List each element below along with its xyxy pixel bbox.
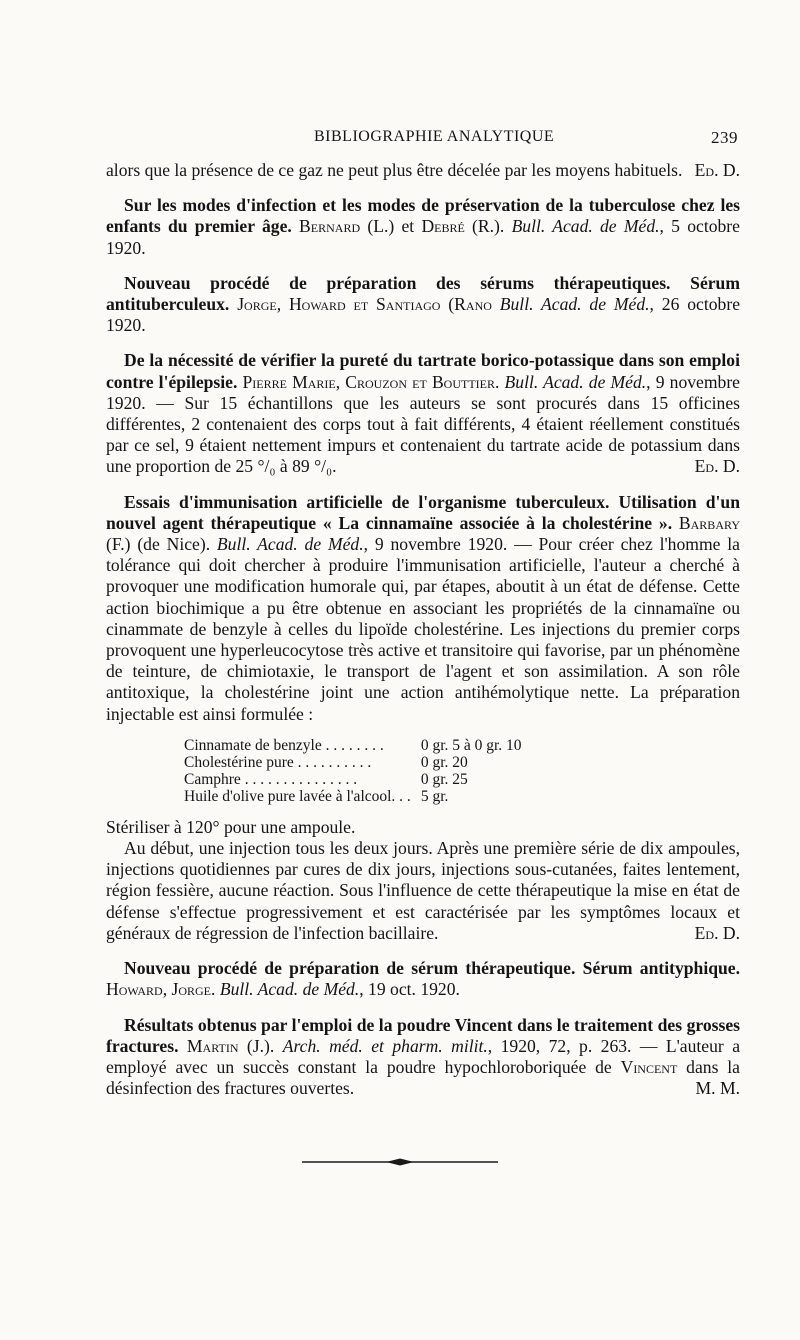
author-name: Martin <box>186 1035 239 1056</box>
entry-serum-antituberculeux <box>106 273 740 337</box>
entry-title: Nouveau procédé de préparation des sérums thérapeutiques. Sérum antituberculeux. <box>106 272 740 315</box>
page-number: 239 <box>711 128 738 147</box>
author-names: Howard, Jorge. <box>106 979 216 1000</box>
entry-immunisation-cinnamaine <box>106 492 740 944</box>
entry-infection-tuberculose <box>106 195 740 259</box>
publication-date: , 5 octobre 1920. <box>106 216 740 258</box>
author-initials: (L.) et <box>360 216 422 237</box>
publication-date: , 19 oct. 1920. <box>359 979 460 1000</box>
entry-tartrate-epilepsie: De la nécessité de vérifier la pureté du tartrate borico-potassique dans son emploi contre l'épilepsie. Pierre Marie, Crouzon et Bouttier. Bull. Acad. de Méd., 9 novembre 1920. — Sur 15 échantillons que les auteurs se sont procurés dans 15 officines différentes, 2 contenaient des corps tout à fait différents, 4 étaient réellement constitués par ce sel, 9 étaient nettement impurs et contenaient du tartrate acide de potassium dans une proportion de 25 °/₀ à 89 °/₀. Ed. D. <box>106 350 740 477</box>
signature: Ed. D. <box>694 922 740 943</box>
entry-poudre-vincent: Résultats obtenus par l'emploi de la poudre Vincent dans le traitement des grosses fractures. Martin (J.). Arch. méd. et pharm. milit., 1920, 72, p. 263. — L'auteur a employé avec un succès constant la poudre hypochloroboriquée de Vincent dans la désinfection des fractures ouvertes. M. M. <box>106 1014 740 1099</box>
entry-summary: , 1920, 72, p. 263. — L'auteur a employé avec un succès constant la poudre hypochloroboriquée de <box>106 1035 740 1077</box>
journal-name: Bull. Acad. de Méd. <box>511 216 660 237</box>
author-names: Jorge, Howard et Santiago (Rano <box>237 294 492 315</box>
journal-name: Arch. méd. et pharm. milit. <box>282 1035 488 1056</box>
header-title: BIBLIOGRAPHIE ANALYTIQUE <box>314 128 555 145</box>
entry-title: Nouveau procédé de préparation de sérum thérapeutique. Sérum antityphique. <box>124 958 740 979</box>
author-name: Debré <box>421 216 465 237</box>
author-initials: (R.). <box>464 216 512 237</box>
entry-summary: , 9 novembre 1920. — Sur 15 échantillons que les auteurs se sont procurés dans 15 officines différentes, 2 contenaient des corps tout à fait différents, 4 étaient réellement constitués par ce sel, 9 étaient nettement impurs et contenaient du tartrate acide de potassium dans une proportion de 25 °/₀ à 89 °/₀. <box>106 371 740 477</box>
paragraph-text: alors que la présence de ce gaz ne peut plus être décelée par les moyens habituels. <box>106 160 683 180</box>
ornamental-rule <box>302 1157 498 1167</box>
journal-name: Bull. Acad. de Méd. <box>219 979 360 1000</box>
author-names: Pierre Marie, Crouzon et Bouttier <box>242 371 495 392</box>
entry-intro: Essais d'immunisation artificielle de l'organisme tuberculeux. Utilisation d'un nouvel agent thérapeutique « La cinnamaïne associée à la cholestérine ». Barbary (F.) (de Nice). Bull. Acad. de Méd., 9 novembre 1920. — Pour créer chez l'homme la tolérance qui doit chercher à produire l'immunisation artificielle, l'auteur a cherché à provoquer une modification humorale qui, par étapes, aboutit à un état de défense. Cette action biochimique a pu être obtenue en associant les propriétés de la cinnamaïne ou cinammate de benzyle à celles du lipoïde cholestérine. Les injections du premier corps provoquent une hyperleucocytose très active et transitoire qui favorise, par un phénomène de teinture, de chimiotaxie, le transport de l'agent et son assimilation. A son rôle antitoxique, la cholestérine joint une action antihémolytique nette. La préparation injectable est ainsi formulée : <box>106 491 740 724</box>
formula-row <box>184 754 522 771</box>
ingredient-amount: 0 gr. 5 à 0 gr. 10 <box>420 736 522 754</box>
journal-name: Bull. Acad. de Méd. <box>499 294 650 315</box>
journal-name: Bull. Acad. de Méd. <box>504 371 647 392</box>
entry-title: De la nécessité de vérifier la pureté du tartrate borico-potassique dans son emploi contre l'épilepsie. <box>106 350 740 392</box>
formula-row <box>184 737 522 754</box>
ingredient-amount: 0 gr. 20 <box>420 753 468 771</box>
paragraph-continuation <box>106 160 740 181</box>
ingredient-amount: 0 gr. 25 <box>420 770 468 788</box>
ingredient-name: Cholestérine pure . . . . . . . . . . <box>184 753 372 771</box>
ingredient-name: Camphre . . . . . . . . . . . . . . . <box>184 770 358 788</box>
author-name: Bernard <box>299 216 361 237</box>
entry-title: Résultats obtenus par l'emploi de la poudre Vincent dans le traitement des grosses fractures. <box>106 1014 740 1056</box>
formula-row <box>184 771 522 788</box>
entry-title: Essais d'immunisation artificielle de l'organisme tuberculeux. Utilisation d'un nouvel agent thérapeutique « La cinnamaïne associée à la cholestérine ». <box>106 491 740 533</box>
entry-continuation <box>106 838 740 944</box>
ingredient-name: Cinnamate de benzyle . . . . . . . . <box>184 736 384 754</box>
running-header <box>106 128 740 148</box>
page-body <box>106 160 740 1099</box>
journal-name: Bull. Acad. de Méd. <box>216 534 364 555</box>
signature: M. M. <box>695 1078 740 1099</box>
sterilize-line: Stériliser à 120° pour une ampoule. <box>106 816 356 837</box>
entry-summary: dans la désinfection des fractures ouvertes. <box>106 1056 740 1099</box>
entry-serum-antityphique <box>106 958 740 1000</box>
formula-table <box>184 737 522 805</box>
paragraph-text: Au début, une injection tous les deux jours. Après une première série de dix ampoules, injections quotidiennes par cures de dix jours, injections sous-cutanées, faites lentement, région fessière, aucune réaction. Sous l'influence de cette thérapeutique la mise en état de défense s'effectue progressivement et est caractérisée par les symptômes locaux et généraux de régression de l'infection bacillaire. <box>106 838 740 943</box>
entry-summary: , 9 novembre 1920. — Pour créer chez l'homme la tolérance qui doit chercher à produire l'immunisation artificielle, l'auteur a cherché à provoquer une modification humorale qui, par étapes, aboutit à un état de défense. Cette action biochimique a pu être obtenue en associant les propriétés de la cinnamaïne ou cinammate de benzyle à celles du lipoïde cholestérine. Les injections du premier corps provoquent une hyperleucocytose très active et transitoire qui favorise, par un phénomène de teinture, de chimiotaxie, le transport de l'agent et son assimilation. A son rôle antitoxique, la cholestérine joint une action antihémolytique nette. La préparation injectable est ainsi formulée : <box>106 534 740 724</box>
signature: Ed. D. <box>694 456 740 477</box>
formula-row <box>184 788 522 805</box>
entry-title: Sur les modes d'infection et les modes de préservation de la tuberculose chez les enfants du premier âge. <box>106 195 740 237</box>
signature: Ed. D. <box>694 160 740 180</box>
ingredient-amount: 5 gr. <box>420 787 449 805</box>
publication-date: , 26 octobre 1920. <box>106 294 740 336</box>
ingredient-name: Huile d'olive pure lavée à l'alcool. . . <box>184 787 411 805</box>
person-name: Vincent <box>620 1056 678 1077</box>
author-name: Barbary <box>678 512 740 533</box>
